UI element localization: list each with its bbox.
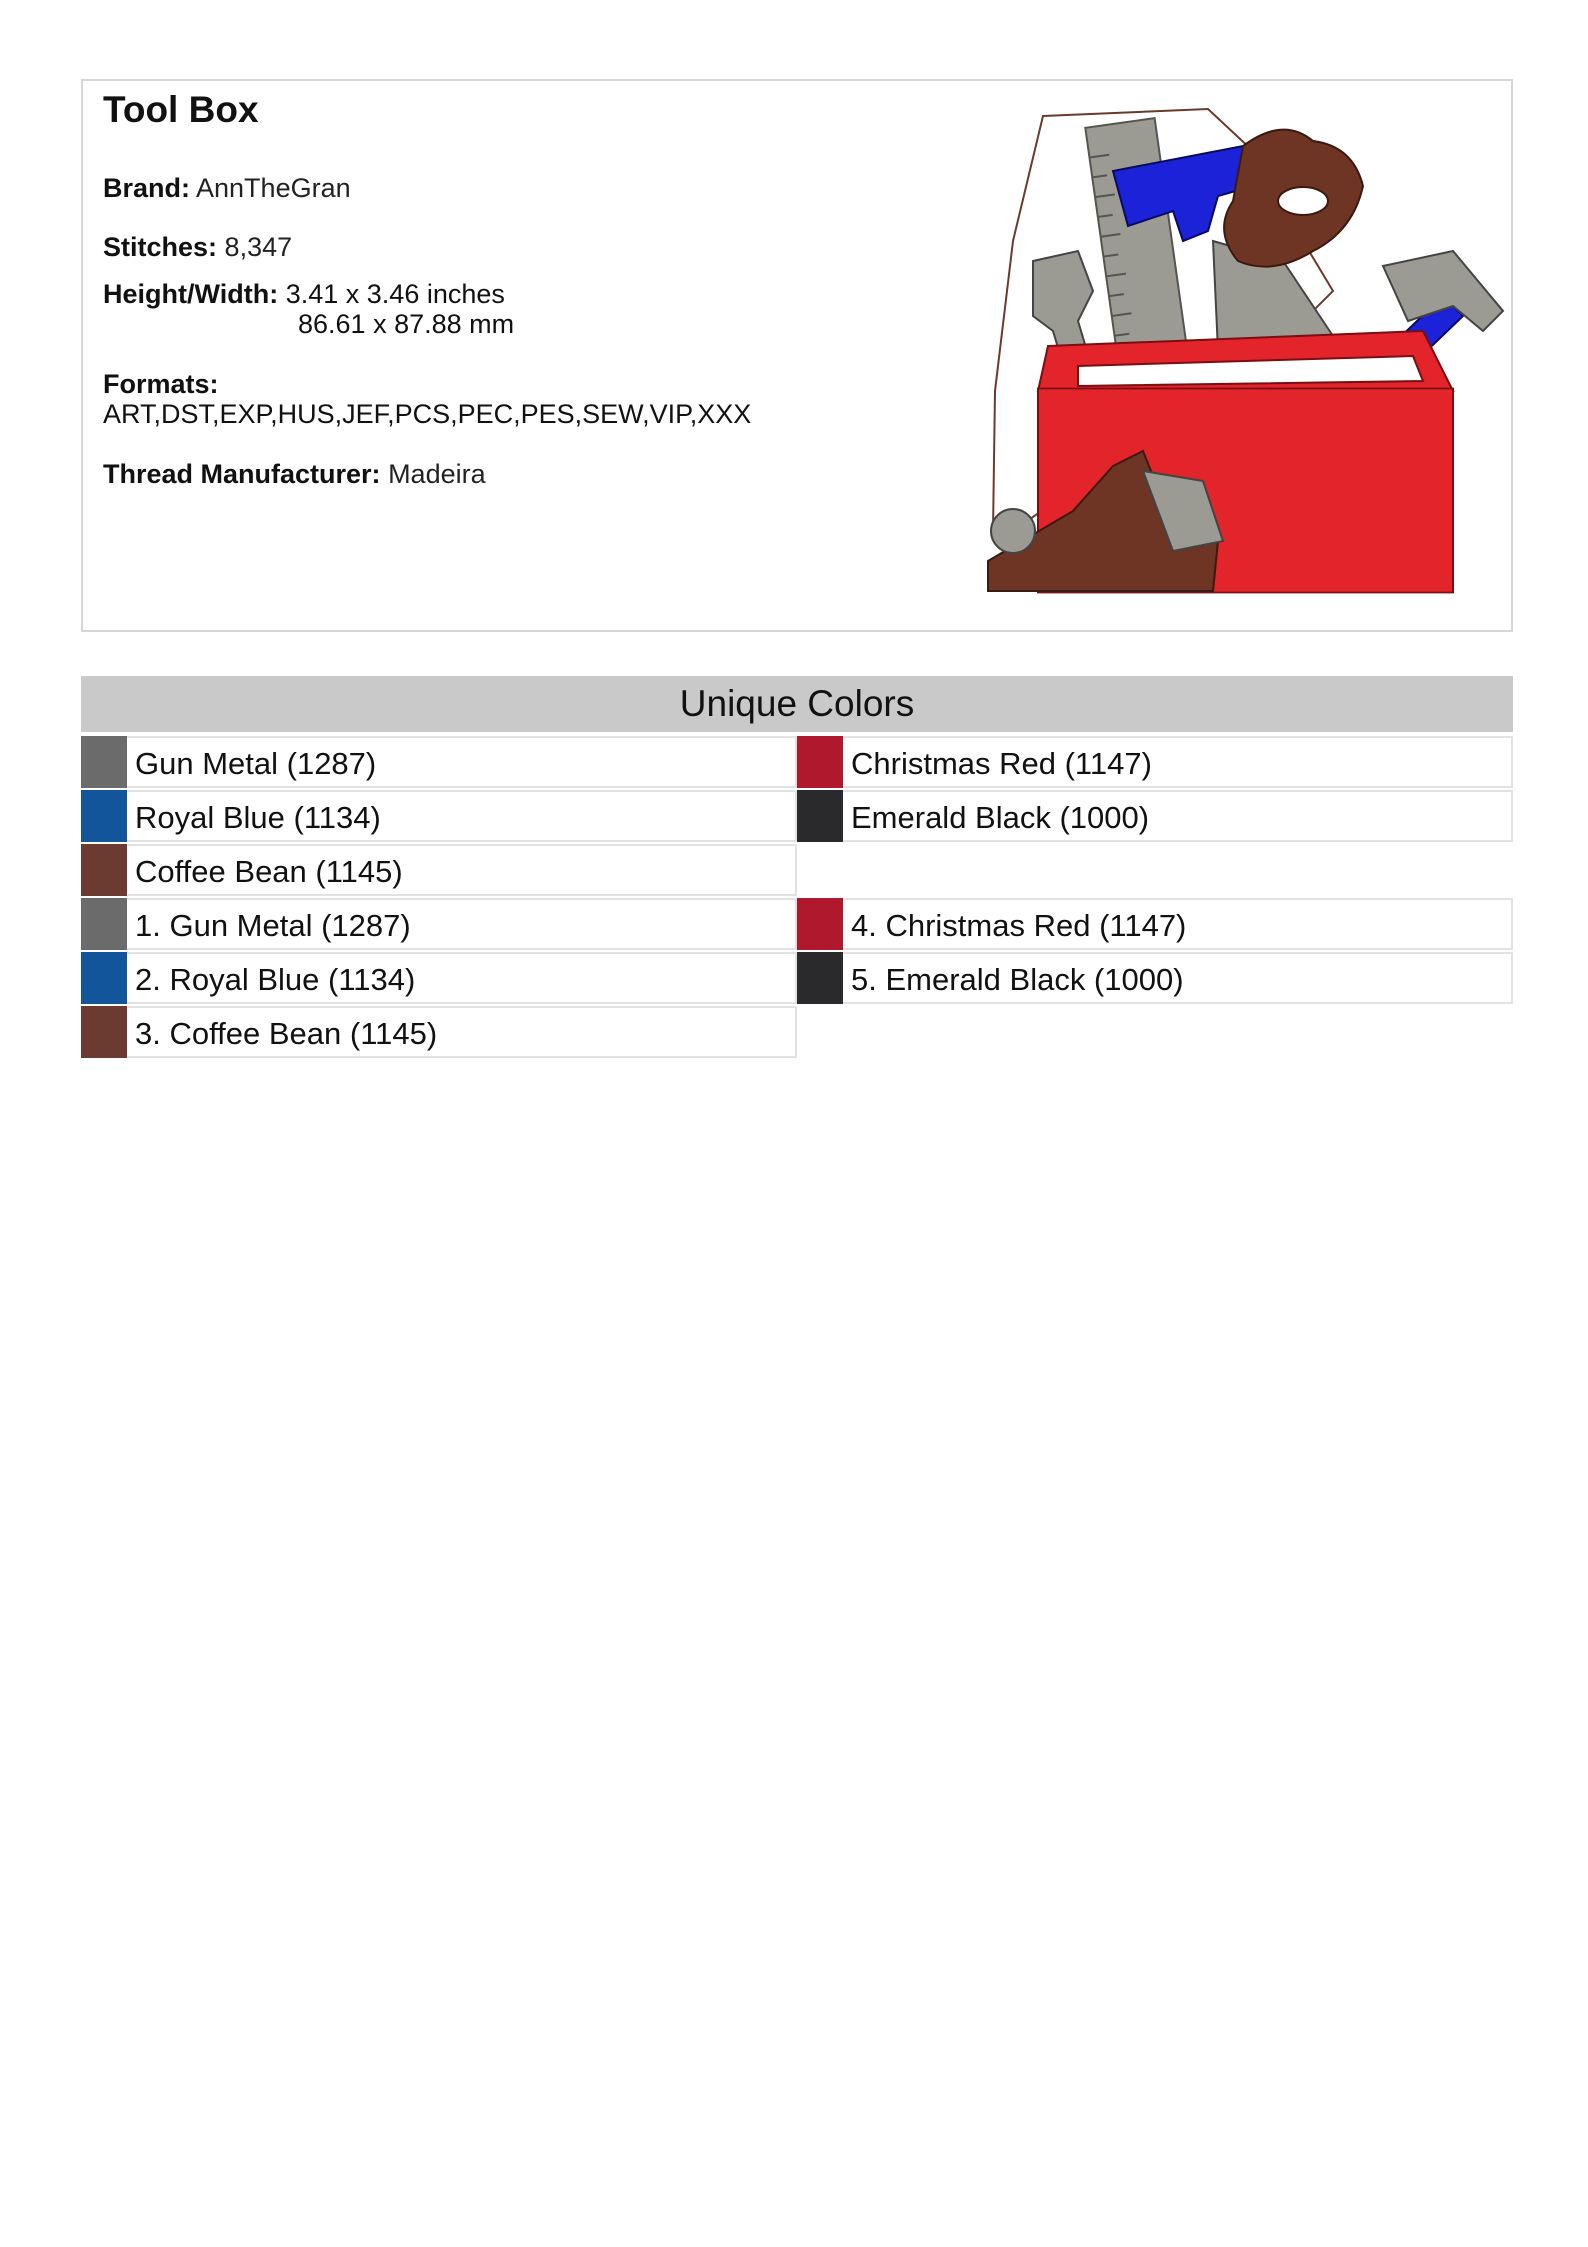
brand-value: AnnTheGran	[196, 173, 351, 203]
toolbox-embroidery-icon	[983, 91, 1513, 631]
color-swatch	[797, 898, 843, 950]
dimensions-inches: 3.41 x 3.46 inches	[285, 279, 505, 309]
stitches-field	[103, 232, 292, 262]
color-swatch	[797, 790, 843, 842]
color-name: Christmas Red (1147)	[851, 746, 1152, 781]
color-name: 4. Christmas Red (1147)	[851, 908, 1187, 943]
color-name: Coffee Bean (1145)	[135, 854, 403, 889]
color-swatch	[81, 952, 127, 1004]
stitches-label: Stitches:	[103, 232, 218, 262]
sequence-row	[81, 952, 797, 1004]
brand-field	[103, 173, 351, 203]
thread-value: Madeira	[388, 459, 486, 489]
color-row	[81, 790, 797, 842]
formats-field	[103, 369, 751, 429]
color-swatch	[797, 952, 843, 1004]
color-row	[81, 844, 797, 896]
color-name: 1. Gun Metal (1287)	[135, 908, 411, 943]
color-row	[797, 736, 1513, 788]
design-info-card	[81, 79, 1513, 632]
color-swatch	[81, 1006, 127, 1058]
sequence-row	[797, 952, 1513, 1004]
color-swatch	[797, 736, 843, 788]
stitches-value: 8,347	[224, 232, 293, 262]
design-title: Tool Box	[103, 89, 259, 130]
color-swatch	[81, 790, 127, 842]
color-name: 2. Royal Blue (1134)	[135, 962, 416, 997]
sequence-row	[797, 898, 1513, 950]
sequence-row	[81, 898, 797, 950]
color-name: 3. Coffee Bean (1145)	[135, 1016, 438, 1051]
color-name: Gun Metal (1287)	[135, 746, 377, 781]
formats-label: Formats:	[103, 369, 219, 399]
dimensions-label: Height/Width:	[103, 279, 279, 309]
thread-label: Thread Manufacturer:	[103, 459, 381, 489]
dimensions-mm: 86.61 x 87.88 mm	[298, 309, 515, 339]
thread-field	[103, 459, 486, 489]
color-row	[797, 790, 1513, 842]
formats-value: ART,DST,EXP,HUS,JEF,PCS,PEC,PES,SEW,VIP,XXX	[103, 399, 752, 429]
color-row	[81, 736, 797, 788]
color-swatch	[81, 844, 127, 896]
color-swatch	[81, 898, 127, 950]
brand-label: Brand:	[103, 173, 190, 203]
dimensions-field	[103, 279, 514, 339]
unique-colors-header: Unique Colors	[81, 676, 1513, 732]
sequence-row	[81, 1006, 797, 1058]
color-name: Royal Blue (1134)	[135, 800, 381, 835]
color-name: 5. Emerald Black (1000)	[851, 962, 1184, 997]
color-swatch	[81, 736, 127, 788]
color-name: Emerald Black (1000)	[851, 800, 1150, 835]
